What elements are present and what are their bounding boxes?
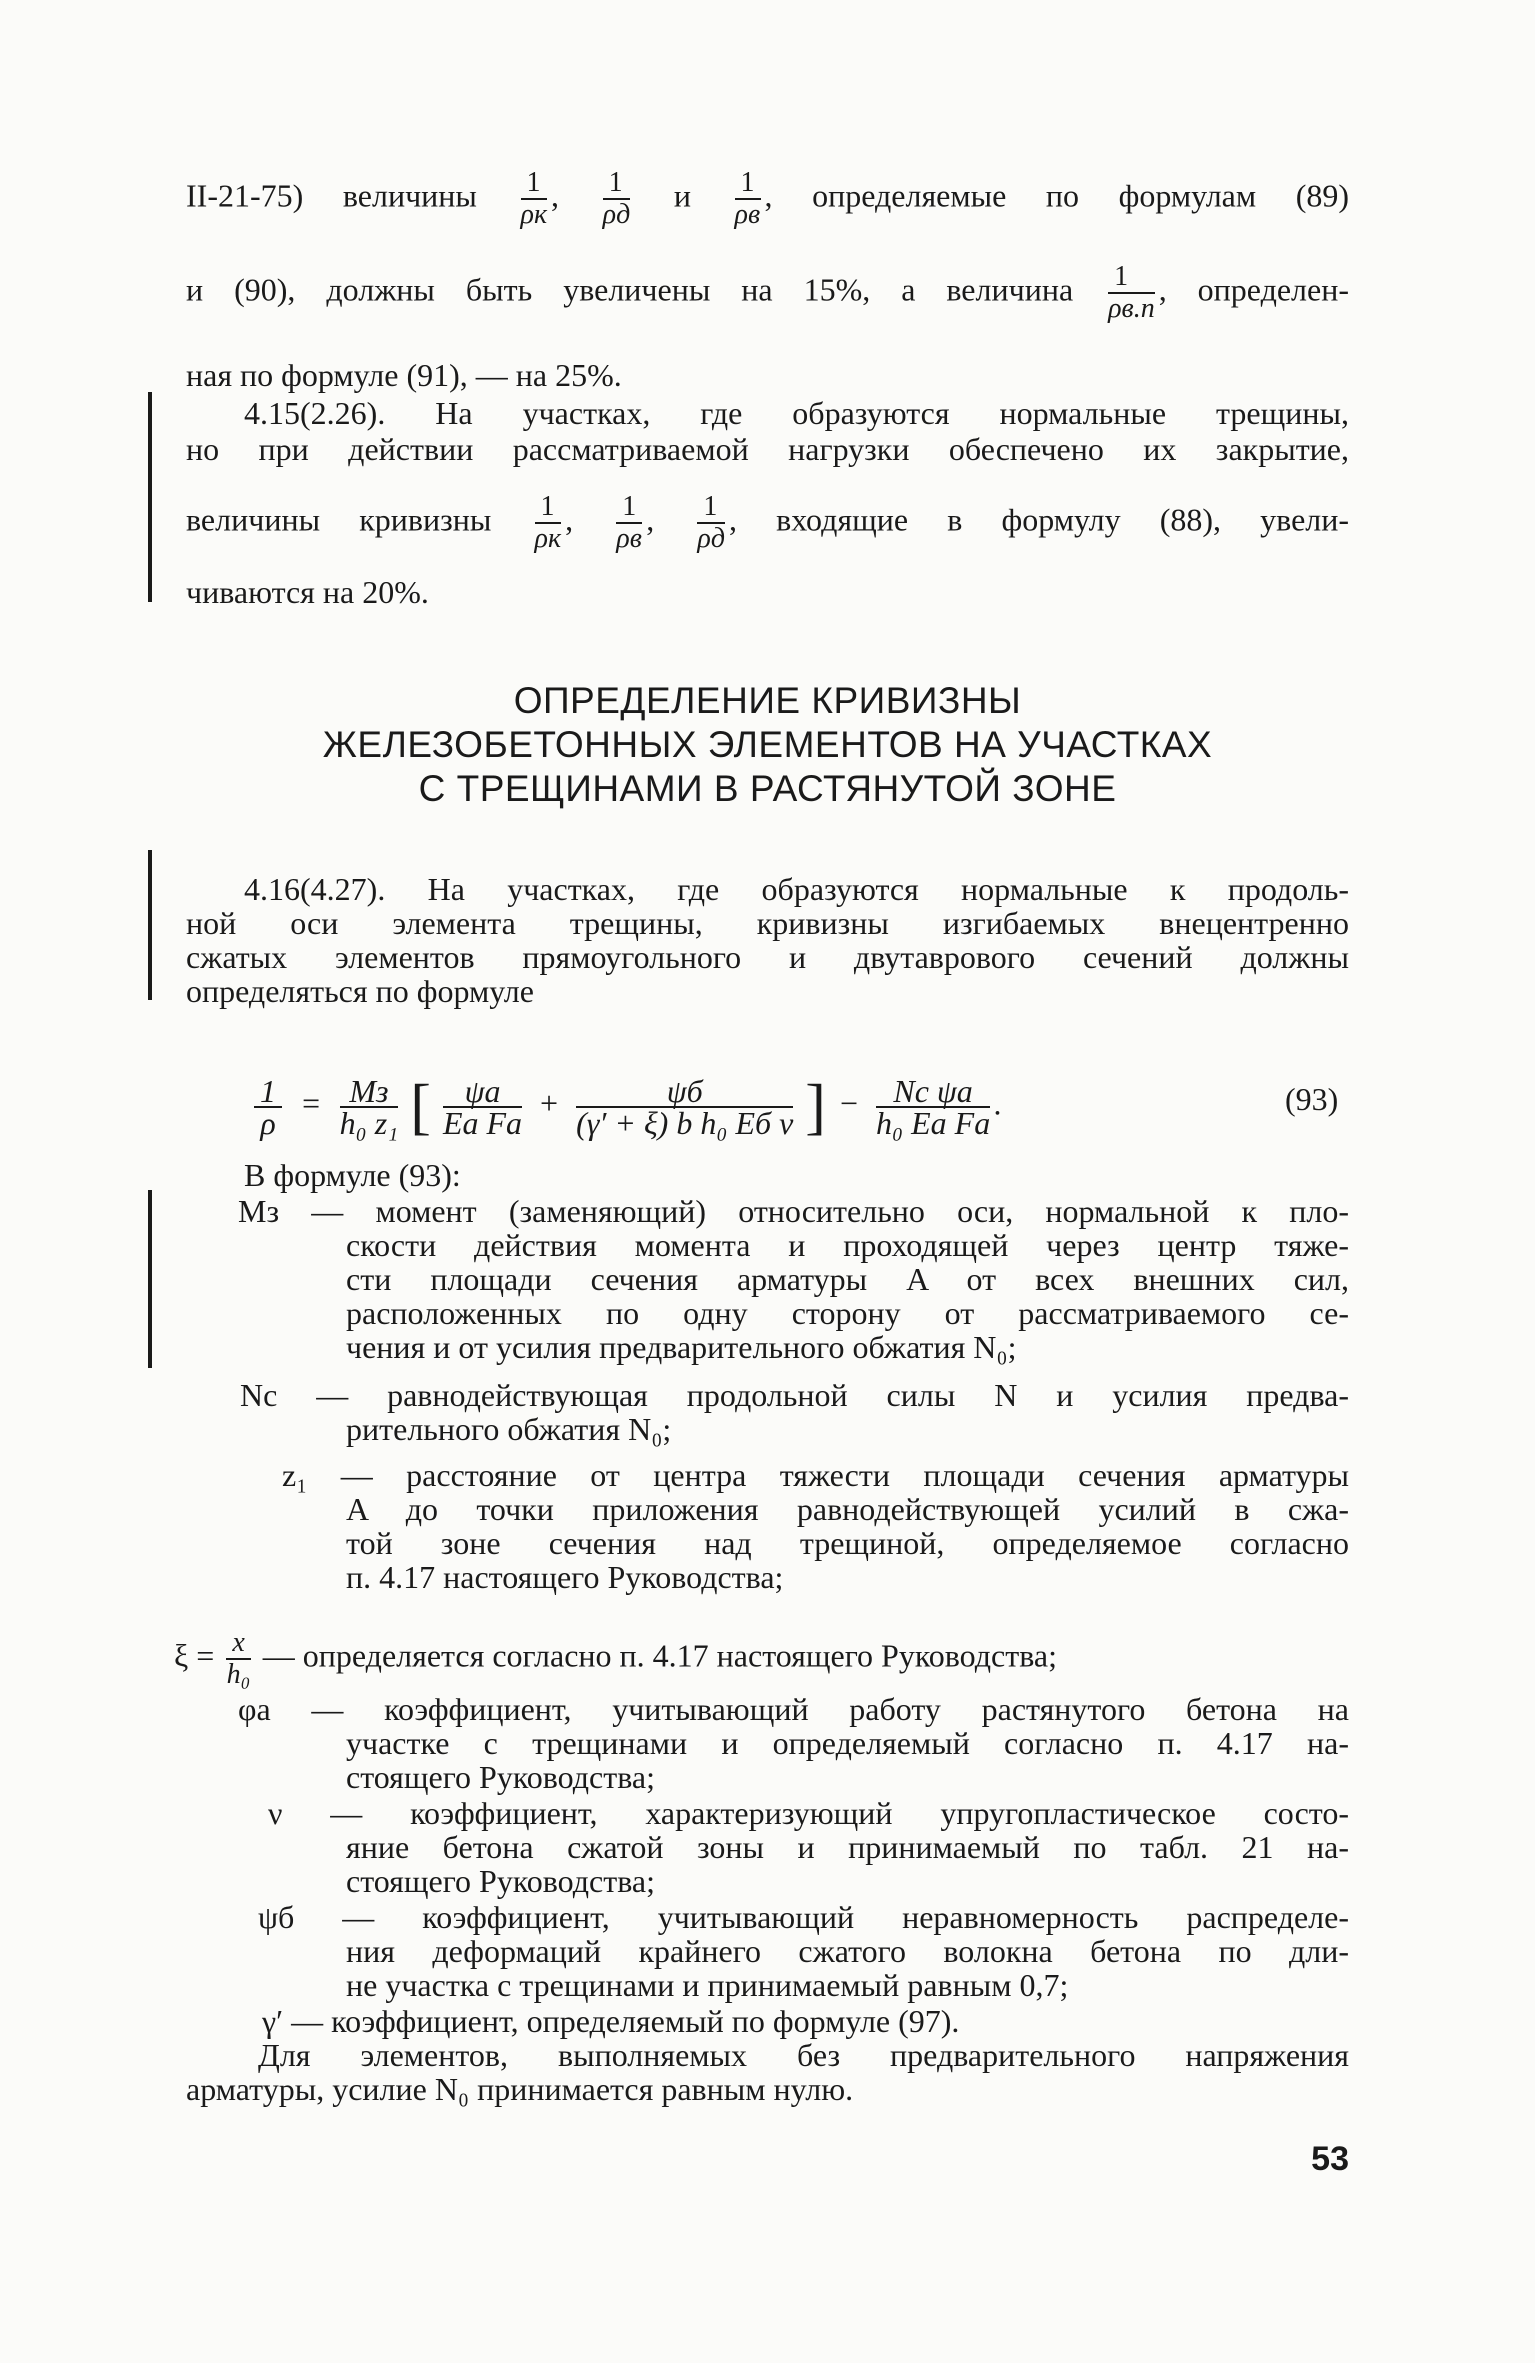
margin-bar [148, 392, 152, 602]
para-4-16-line-1: 4.16(4.27). На участках, где образуются нормальные к продоль- [244, 871, 1349, 907]
section-heading-line-3: С ТРЕЩИНАМИ В РАСТЯНУТОЙ ЗОНЕ [418, 768, 1117, 809]
formula-93 [250, 1040, 1370, 1150]
section-heading-line-2: ЖЕЛЕЗОБЕТОННЫХ ЭЛЕМЕНТОВ НА УЧАСТКАХ [322, 724, 1213, 765]
intro-line-1: II-21-75) величины $\frac{1}{\rho к}$ , $\frac{1}{\rho д}$ и $\frac{1}{\rho в}$ , определяемые по формулам (89) [186, 167, 1350, 230]
para-4-16-line-4: определяться по формуле [186, 973, 534, 1009]
def-z1-line-2: A до точки приложения равнодействующей усилий в сжа- [346, 1491, 1349, 1527]
def-psi-line-2: ния деформаций крайнего сжатого волокна бетона по дли- [346, 1933, 1349, 1969]
para-4-16-line-3: сжатых элементов прямоугольного и двутаврового сечений должны [186, 939, 1349, 975]
def-mz-line-5: чения и от усилия предварительного обжатия N₀; [346, 1329, 1017, 1365]
intro-line-2: и (90), должны быть увеличены на 15%, а величина $\frac{1}{\rho в.п}$ , определен- [186, 261, 1350, 324]
def-mz-line-1: Mз — момент (заменяющий) относительно оси, нормальной к пло- [238, 1193, 1349, 1229]
def-gamma: γ′ — коэффициент, определяемый по формуле (97). [262, 2003, 960, 2039]
para-4-15-line-3: величины кривизны $\frac{1}{\rho к}$ , $\frac{1}{\rho в}$ , $\frac{1}{\rho д}$ , входящие в формулу (88), увели- [186, 491, 1350, 554]
def-nu-line-3: стоящего Руководства; [346, 1863, 655, 1899]
def-nc-line-2: рительного обжатия N₀; [346, 1411, 672, 1447]
closing-line-2: арматуры, усилие N₀ принимается равным нулю. [186, 2071, 854, 2107]
def-phi-line-2: участке с трещинами и определяемый согласно п. 4.17 на- [346, 1725, 1349, 1761]
def-phi-line-3: стоящего Руководства; [346, 1759, 655, 1795]
def-psi-line-3: не участка с трещинами и принимаемый равным 0,7; [346, 1967, 1069, 2003]
def-nu-line-2: яние бетона сжатой зоны и принимаемый по табл. 21 на- [346, 1829, 1349, 1865]
def-mz-line-4: расположенных по одну сторону от рассматриваемого се- [346, 1295, 1349, 1331]
defs-intro: В формуле (93): [244, 1157, 461, 1193]
def-mz-line-2: скости действия момента и проходящей через центр тяже- [346, 1227, 1349, 1263]
closing-line-1: Для элементов, выполняемых без предварительного напряжения [258, 2037, 1349, 2073]
margin-bar [148, 850, 152, 1000]
page-number: 53 [1311, 2140, 1349, 2178]
def-z1-line-3: той зоне сечения над трещиной, определяемое согласно [346, 1525, 1349, 1561]
def-xi: ξ = $\frac{x}{\text{h₀}}$ — определяется согласно п. 4.17 настоящего Руководства; [174, 1627, 1057, 1690]
section-heading-line-1: ОПРЕДЕЛЕНИЕ КРИВИЗНЫ [513, 680, 1022, 721]
para-4-15-line-2: но при действии рассматриваемой нагрузки обеспечено их закрытие, [186, 431, 1349, 467]
para-4-16-line-2: ной оси элемента трещины, кривизны изгибаемых внецентренно [186, 905, 1349, 941]
def-z1-line-1: z₁ — расстояние от центра тяжести площади сечения арматуры [282, 1457, 1349, 1493]
def-psi-line-1: ψб — коэффициент, учитывающий неравномерность распределе- [258, 1899, 1349, 1935]
def-mz-line-3: сти площади сечения арматуры A от всех внешних сил, [346, 1261, 1349, 1297]
margin-bar [148, 1190, 152, 1368]
def-nu-line-1: ν — коэффициент, характеризующий упругопластическое состо- [268, 1795, 1349, 1831]
formula-body: $\frac{1}{\rho}$ = $\frac{Mз}{\text{h₀ z₁}}$ [ $\frac{\psi а}{\text{Eа Fа}}$ + $\frac{\psi б}{\text{(γ′ + ξ) b h₀ Eб ν}}$ ] − $\frac{\text{Nc ψа}}{\text{h₀ Eа Fа}}$ . [250, 1076, 1002, 1138]
formula-number: (93) [1285, 1081, 1339, 1117]
def-nc-line-1: Nc — равнодействующая продольной силы N и усилия предва- [240, 1377, 1349, 1413]
def-phi-line-1: φа — коэффициент, учитывающий работу растянутого бетона на [238, 1691, 1349, 1727]
intro-line-3: ная по формуле (91), — на 25%. [186, 357, 622, 393]
para-4-15-line-1: 4.15(2.26). На участках, где образуются нормальные трещины, [244, 395, 1349, 431]
para-4-15-line-4: чиваются на 20%. [186, 574, 429, 610]
def-z1-line-4: п. 4.17 настоящего Руководства; [346, 1559, 784, 1595]
